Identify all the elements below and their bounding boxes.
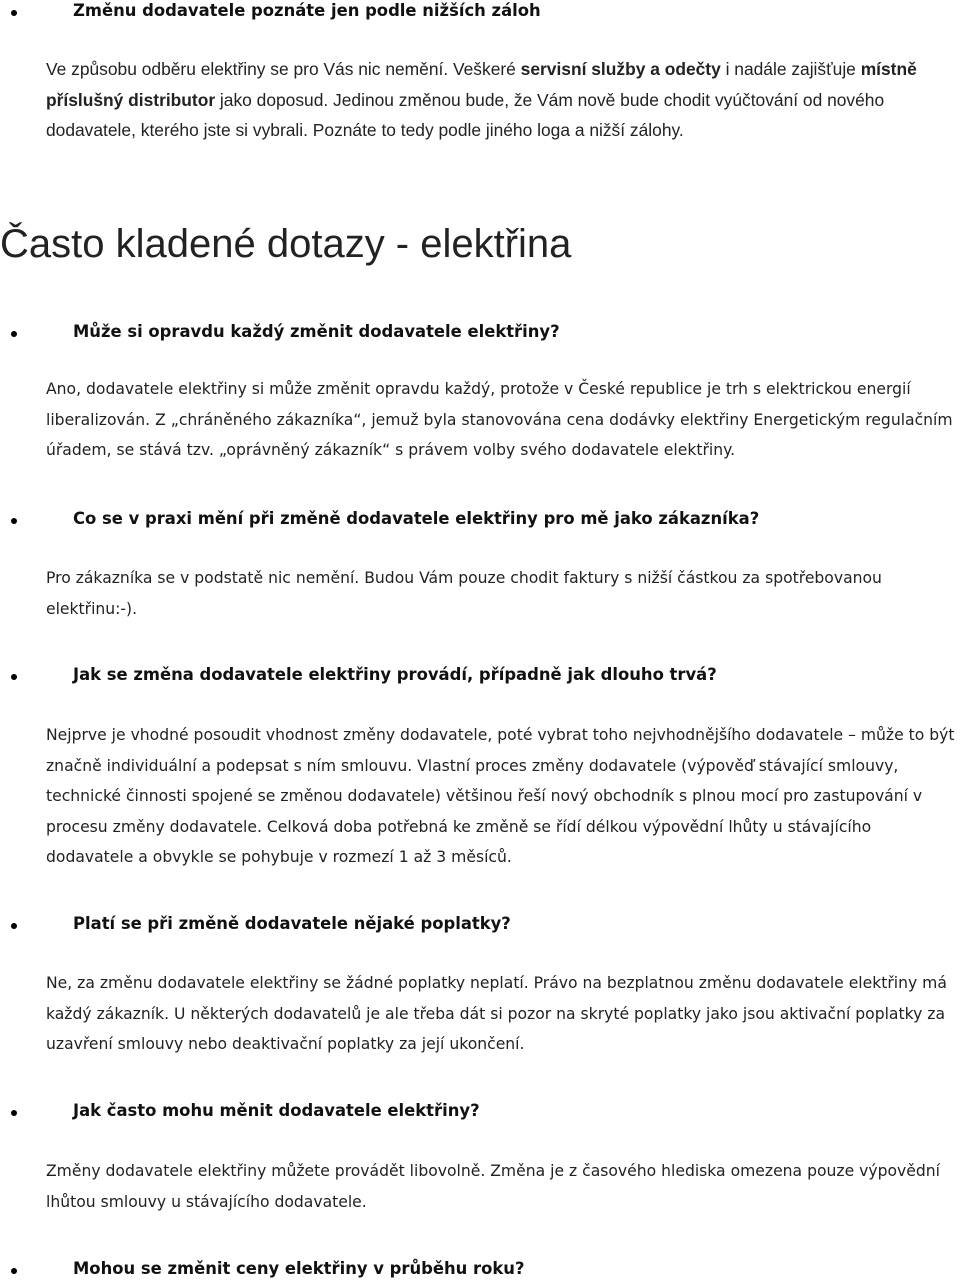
intro-question: Změnu dodavatele poznáte jen podle nižších záloh [73,1,541,20]
faq-question-item [0,1258,960,1288]
faq-answer: Ano, dodavatele elektřiny si může změnit opravdu každý, protože v České republice je trh s elektrickou energií liberalizován. Z „chráněného zákazníka“, jemuž byla stanovována cena dodávky elektřiny Energetickým regulačním úřadem, se stává tzv. „oprávněný zákazník“ s právem volby svého dodavatele elektřiny. [46,380,953,459]
faq-question: Co se v praxi mění při změně dodavatele elektřiny pro mě jako zákazníka? [73,509,760,528]
bullet-icon [11,674,17,680]
faq-question-item [0,321,960,351]
intro-text-3: jako doposud. Jedinou změnou bude, že Vám nově bude chodit vyúčtování od nového dodavatele, kterého jste si vybrali. Poznáte to tedy podle jiného loga a nižší zálohy. [46,89,885,140]
faq-answer: Změny dodavatele elektřiny můžete provádět libovolně. Změna je z časového hlediska omezena pouze výpovědní lhůtou smlouvy u stávajícího dodavatele. [46,1162,940,1211]
faq-question-item [0,913,960,943]
bullet-icon [11,518,17,524]
intro-text-2: i nadále zajišťuje [720,59,861,79]
faq-question-item [0,1100,960,1130]
faq-answer: Pro zákazníka se v podstatě nic nemění. Budou Vám pouze chodit faktury s nižší částkou za spotřebovanou elektřinu:-). [46,569,882,618]
faq-question: Mohou se změnit ceny elektřiny v průběhu roku? [73,1259,525,1278]
bullet-icon [11,1268,17,1274]
faq-question-item [0,664,960,694]
faq-question: Může si opravdu každý změnit dodavatele elektřiny? [73,322,560,341]
bullet-icon [11,331,17,337]
bullet-icon [11,1110,17,1116]
intro-paragraph [46,54,960,146]
page-heading: Často kladené dotazy - elektřina [0,222,572,266]
intro-question-item [0,0,960,30]
faq-answer: Ne, za změnu dodavatele elektřiny se žádné poplatky neplatí. Právo na bezplatnou změnu dodavatele elektřiny má každý zákazník. U některých dodavatelů je ale třeba dát si pozor na skryté poplatky jako jsou aktivační poplatky za uzavření smlouvy nebo deaktivační poplatky za její ukončení. [46,974,947,1053]
intro-bold-2: místně příslušný distributor [46,59,917,110]
faq-question: Platí se při změně dodavatele nějaké poplatky? [73,914,511,933]
faq-question: Jak se změna dodavatele elektřiny provádí, případně jak dlouho trvá? [73,665,717,684]
intro-bold-1: servisní služby a odečty [520,59,721,79]
faq-question-item [0,508,960,538]
faq-question: Jak často mohu měnit dodavatele elektřiny? [73,1101,480,1120]
intro-text-1: Ve způsobu odběru elektřiny se pro Vás nic nemění. Veškeré [46,59,521,79]
bullet-icon [11,923,17,929]
faq-answer: Nejprve je vhodné posoudit vhodnost změny dodavatele, poté vybrat toho nejvhodnějšího dodavatele – může to být značně individuální a podepsat s ním smlouvu. Vlastní proces změny dodavatele (výpověď stávající smlouvy, technické činnosti spojené se změnou dodavatele) většinou řeší nový obchodník s plnou mocí pro zastupování v procesu změny dodavatele. Celková doba potřebná ke změně se řídí délkou výpovědní lhůty u stávajícího dodavatele a obvykle se pohybuje v rozmezí 1 až 3 měsíců. [46,726,955,866]
bullet-icon [11,10,17,16]
